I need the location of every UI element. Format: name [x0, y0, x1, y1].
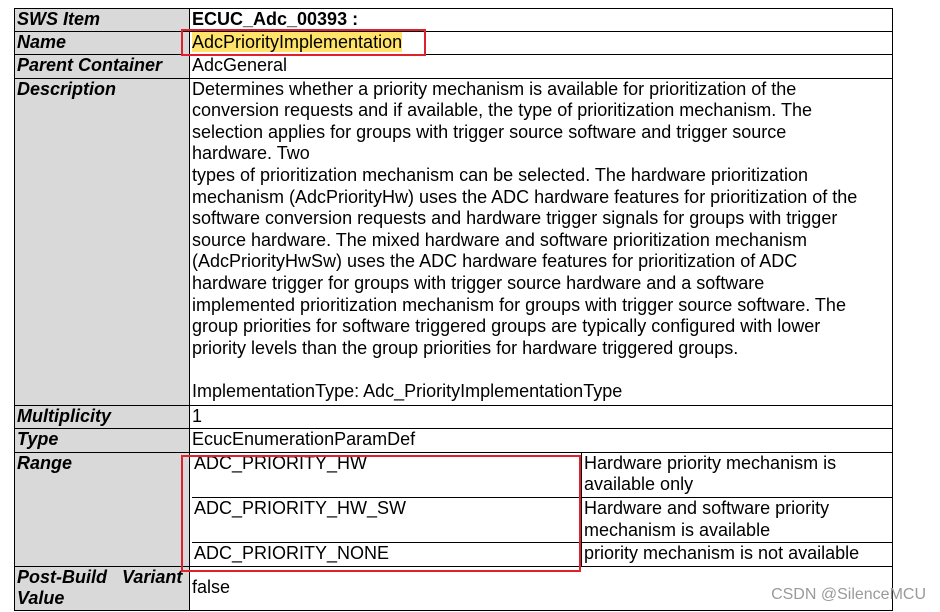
spec-table — [14, 8, 893, 611]
range-desc-line: priority mechanism is not available — [584, 543, 860, 564]
range-row — [192, 498, 892, 543]
range-description — [582, 498, 893, 543]
label-post-build-line: Post-Build Variant — [17, 566, 183, 587]
value-sws-item: ECUC_Adc_00393 : — [190, 9, 893, 32]
range-desc-line: available only — [584, 474, 694, 495]
range-desc-line: Hardware and software priority — [584, 498, 830, 519]
row-sws-item — [15, 9, 893, 32]
desc-line: selection applies for groups with trigger source software and trigger source — [192, 121, 787, 142]
range-description — [582, 453, 893, 498]
value-description — [190, 78, 893, 405]
range-desc-line: mechanism is available — [584, 519, 771, 540]
value-type: EcucEnumerationParamDef — [190, 428, 893, 452]
desc-line: software conversion requests and hardware trigger signals for groups with trigger — [192, 208, 838, 229]
range-row — [192, 543, 892, 566]
value-name-cell — [190, 31, 893, 54]
desc-spacer — [192, 359, 892, 381]
desc-line: hardware. Two — [192, 143, 310, 164]
label-post-build-line: Value — [17, 588, 65, 609]
desc-line: (AdcPriorityHwSw) uses the ADC hardware features for prioritization of ADC — [192, 251, 798, 272]
label-parent-container: Parent Container — [15, 54, 190, 78]
value-multiplicity: 1 — [190, 405, 893, 428]
label-multiplicity: Multiplicity — [15, 405, 190, 428]
range-desc-line: Hardware priority mechanism is — [584, 452, 837, 473]
desc-line: implemented prioritization mechanism for groups with trigger source software. The — [192, 294, 846, 315]
desc-implementation-type: ImplementationType: Adc_PriorityImplementationType — [192, 380, 623, 401]
range-description — [582, 543, 893, 566]
row-parent-container — [15, 54, 893, 78]
range-row — [192, 453, 892, 498]
label-description: Description — [15, 78, 190, 405]
row-multiplicity — [15, 405, 893, 428]
label-range: Range — [15, 452, 190, 566]
row-description — [15, 78, 893, 405]
desc-line: conversion requests and if available, the type of prioritization mechanism. The — [192, 100, 812, 121]
row-name — [15, 31, 893, 54]
desc-line: mechanism (AdcPriorityHw) uses the ADC hardware features for prioritization of the — [192, 186, 858, 207]
row-type — [15, 428, 893, 452]
desc-line: types of prioritization mechanism can be selected. The hardware prioritization — [192, 164, 808, 185]
label-name: Name — [15, 31, 190, 54]
value-name: AdcPriorityImplementation — [192, 31, 403, 52]
range-value: ADC_PRIORITY_HW_SW — [192, 498, 582, 543]
value-post-build: false — [190, 566, 893, 610]
range-value: ADC_PRIORITY_HW — [192, 453, 582, 498]
label-type: Type — [15, 428, 190, 452]
row-range — [15, 452, 893, 566]
range-table — [192, 453, 892, 566]
label-sws-item: SWS Item — [15, 9, 190, 32]
desc-line: source hardware. The mixed hardware and software prioritization mechanism — [192, 229, 807, 250]
label-post-build — [15, 566, 190, 610]
desc-line: priority levels than the group priorities for hardware triggered groups. — [192, 337, 739, 358]
desc-line: hardware trigger for groups with trigger source hardware and a software — [192, 272, 765, 293]
desc-line: group priorities for software triggered groups are typically configured with lower — [192, 316, 821, 337]
value-parent-container: AdcGeneral — [190, 54, 893, 78]
range-value: ADC_PRIORITY_NONE — [192, 543, 582, 566]
watermark: CSDN @SilenceMCU — [771, 586, 926, 603]
desc-line: Determines whether a priority mechanism is available for prioritization of the — [192, 78, 797, 99]
row-post-build — [15, 566, 893, 610]
value-range — [190, 452, 893, 566]
